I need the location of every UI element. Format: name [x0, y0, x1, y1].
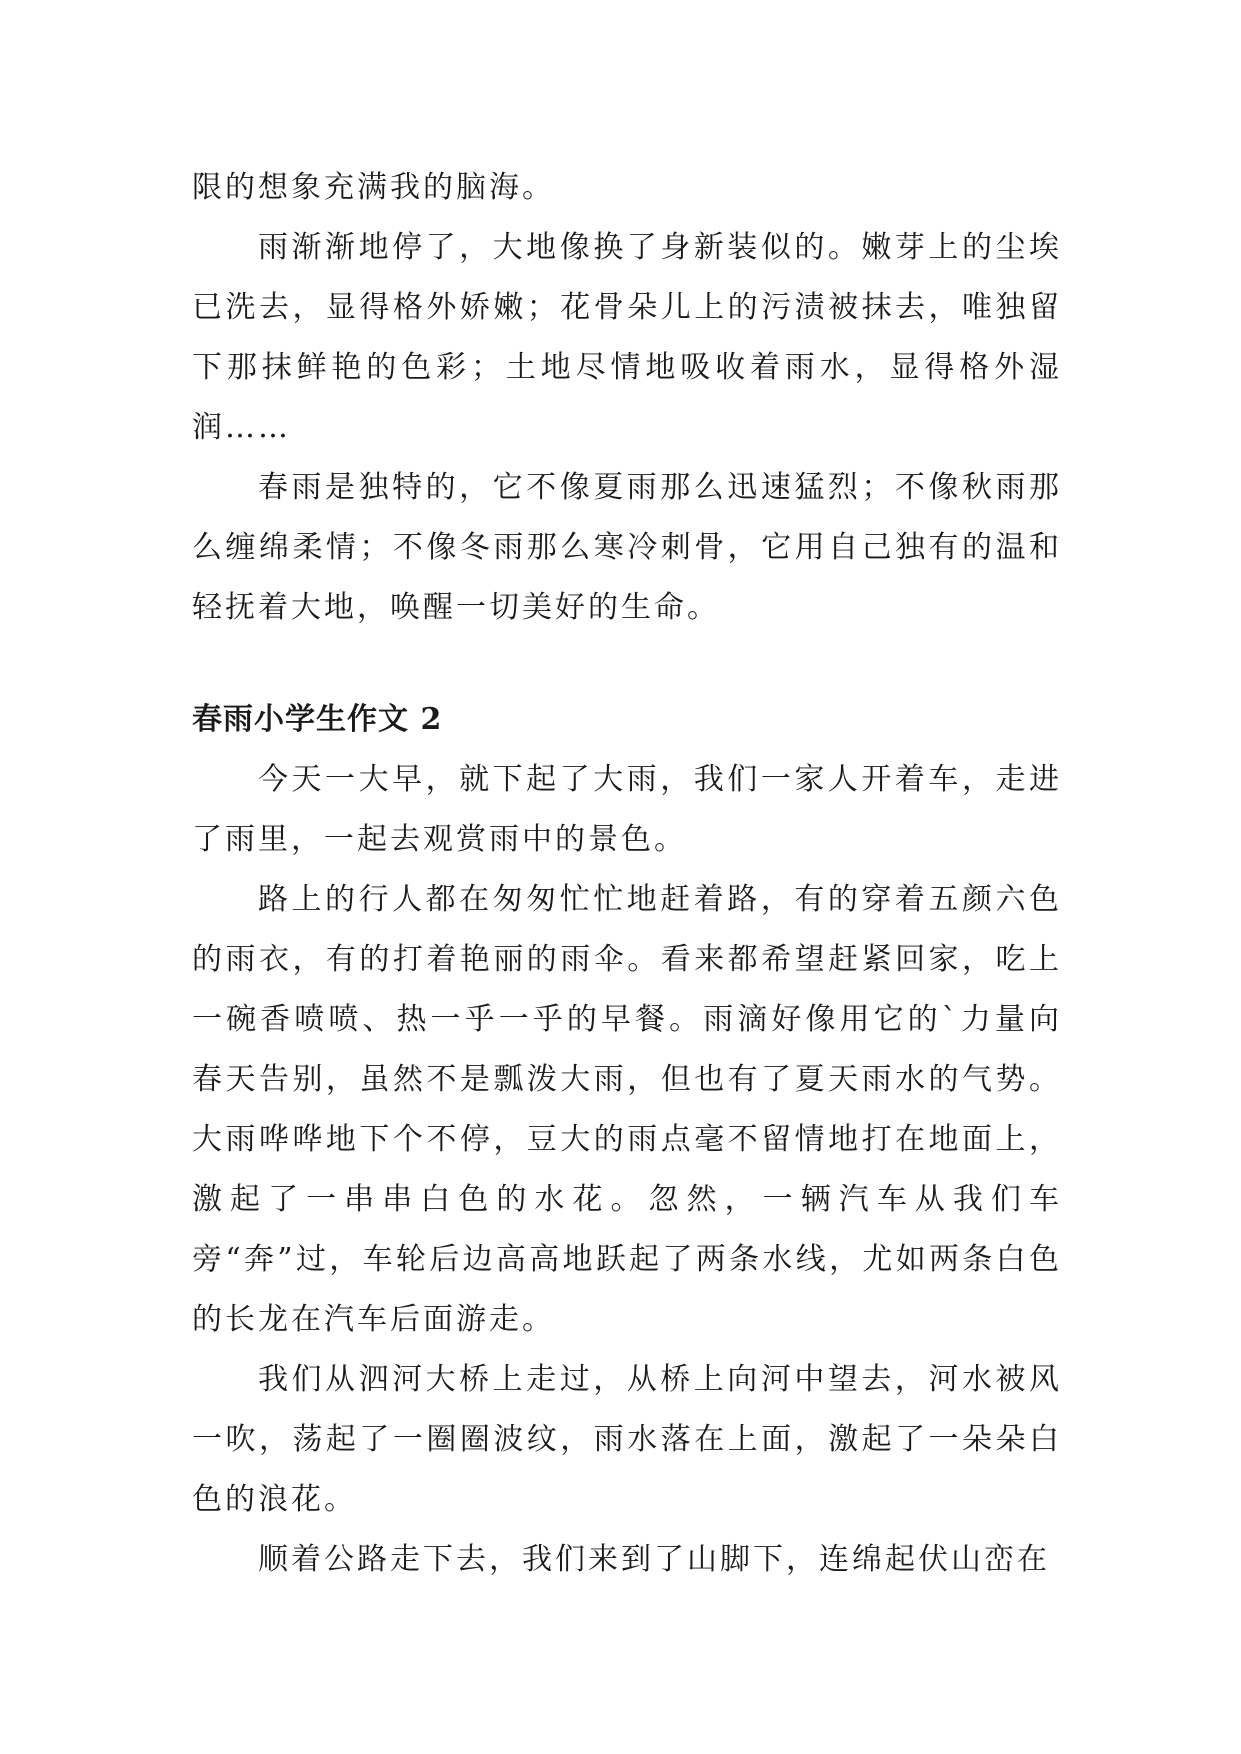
section-heading: 春雨小学生作文 2	[192, 702, 443, 737]
paragraph-6: 我们从泗河大桥上走过，从桥上向河中望去，河水被风一吹，荡起了一圈圈波纹，雨水落在上面，激起了一朵朵白色的浪花。	[192, 1362, 1062, 1517]
document-body	[192, 158, 1062, 1590]
paragraph-5: 路上的行人都在匆匆忙忙地赶着路，有的穿着五颜六色的雨衣，有的打着艳丽的雨伞。看来都希望赶紧回家，吃上一碗香喷喷、热一乎一乎的早餐。雨滴好像用它的`力量向春天告别，虽然不是瓢泼大雨，但也有了夏天雨水的气势。大雨哗哗地下个不停，豆大的雨点毫不留情地打在地面上，激起了一串串白色的水花。忽然，一辆汽车从我们车旁“奔”过，车轮后边高高地跃起了两条水线，尤如两条白色的长龙在汽车后面游走。	[192, 882, 1062, 1337]
section-spacer	[192, 638, 1062, 690]
paragraph-7: 顺着公路走下去，我们来到了山脚下，连绵起伏山峦在	[258, 1542, 1050, 1577]
paragraph-3: 春雨是独特的，它不像夏雨那么迅速猛烈；不像秋雨那么缠绵柔情；不像冬雨那么寒冷刺骨，它用自己独有的温和轻抚着大地，唤醒一切美好的生命。	[192, 470, 1062, 625]
paragraph-4: 今天一大早，就下起了大雨，我们一家人开着车，走进了雨里，一起去观赏雨中的景色。	[192, 762, 1062, 857]
paragraph-1: 限的想象充满我的脑海。	[192, 170, 555, 205]
paragraph-2: 雨渐渐地停了，大地像换了身新装似的。嫩芽上的尘埃已洗去，显得格外娇嫩；花骨朵儿上的污渍被抹去，唯独留下那抹鲜艳的色彩；土地尽情地吸收着雨水，显得格外湿润……	[192, 230, 1062, 445]
